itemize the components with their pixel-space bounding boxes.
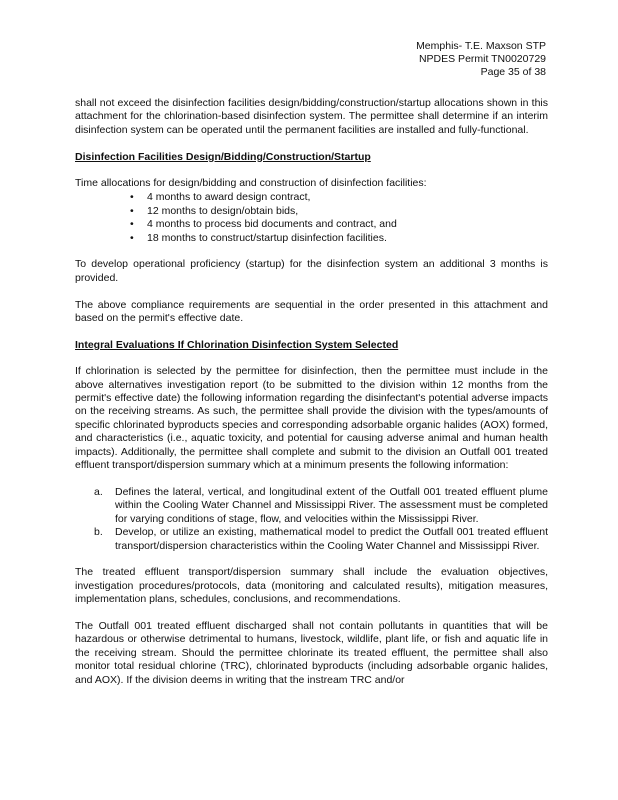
header-facility: Memphis- T.E. Maxson STP [416,40,546,52]
discharge-paragraph: The Outfall 001 treated effluent discharged shall not contain pollutants in quantities that will be hazardous or otherwise detrimental to humans, livestock, wildlife, plant life, or fish and aquatic life in the receiving stream. Should the permittee chlorinate its treated effluent, the permittee shall also monitor total residual chlorine (TRC), chlorinated byproducts (including adsorbable organic halides, and AOX). If the division deems in writing that the instream TRC and/or [75,619,548,686]
list-item: • 4 months to award design contract, [130,191,311,204]
header-page-number: Page 35 of 38 [480,66,546,78]
intro-paragraph: shall not exceed the disinfection facilities design/bidding/construction/startup allocations shown in this attachment for the chlorination-based disinfection system. The permittee shall determine if an interim disinfection system can be operated until the permanent facilities are installed and fully-functional. [75,97,548,136]
summary-requirements-list [75,486,548,553]
sequence-paragraph: The above compliance requirements are sequential in the order presented in this attachment and based on the permit's effective date. [75,298,548,325]
time-allocation-list [75,191,548,245]
section-heading-chlorination: Integral Evaluations If Chlorination Disinfection System Selected [75,338,399,351]
startup-paragraph: To develop operational proficiency (startup) for the disinfection system an additional 3 months is provided. [75,258,548,284]
header-permit-number: NPDES Permit TN0020729 [418,53,546,65]
list-item: • 12 months to design/obtain bids, [130,204,299,217]
list-item: • 18 months to construct/startup disinfection facilities. [130,231,387,244]
summary-contents-paragraph: The treated effluent transport/dispersion summary shall include the evaluation objectives, investigation procedures/protocols, data (monitoring and calculated results), mitigation measures, implementation plans, schedules, conclusions, and recommendations. [75,566,548,606]
bullet-icon: • [130,191,134,204]
list-item: • 4 months to process bid documents and contract, and [130,218,397,231]
document-body [75,97,548,700]
bullet-icon: • [130,204,134,217]
time-allocations-intro: Time allocations for design/bidding and construction of disinfection facilities: [75,177,427,190]
list-marker: b. [94,526,103,539]
bullet-icon: • [130,231,134,244]
bullet-icon: • [130,218,134,231]
list-marker: a. [94,485,103,498]
page-header [416,40,546,79]
section-heading-design: Disinfection Facilities Design/Bidding/Construction/Startup [75,150,371,163]
list-item: a. Defines the lateral, vertical, and longitudinal extent of the Outfall 001 treated effluent plume within the Cooling Water Channel and Mississippi River. The assessment must be completed for varying conditions of stage, flow, and velocities within the Mississippi River. [94,485,548,525]
chlorination-paragraph: If chlorination is selected by the permittee for disinfection, then the permittee must include in the above alternatives investigation report (to be submitted to the division within 12 months from the permit's effective date) the following information regarding the disinfectant's potential adverse impacts on the receiving streams. As such, the permittee shall provide the division with the types/amounts of specific chlorinated byproducts species and corresponding adsorbable organic halides (AOX) formed, and characteristics (i.e., aquatic toxicity, and potential for causing adverse animal and human health impacts). Additionally, the permittee shall complete and submit to the division an Outfall 001 treated effluent transport/dispersion summary which at a minimum presents the following information: [75,365,548,472]
list-item: b. Develop, or utilize an existing, mathematical model to predict the Outfall 001 treated effluent transport/dispersion characteristics within the Cooling Water Channel and Mississippi River. [94,526,548,552]
